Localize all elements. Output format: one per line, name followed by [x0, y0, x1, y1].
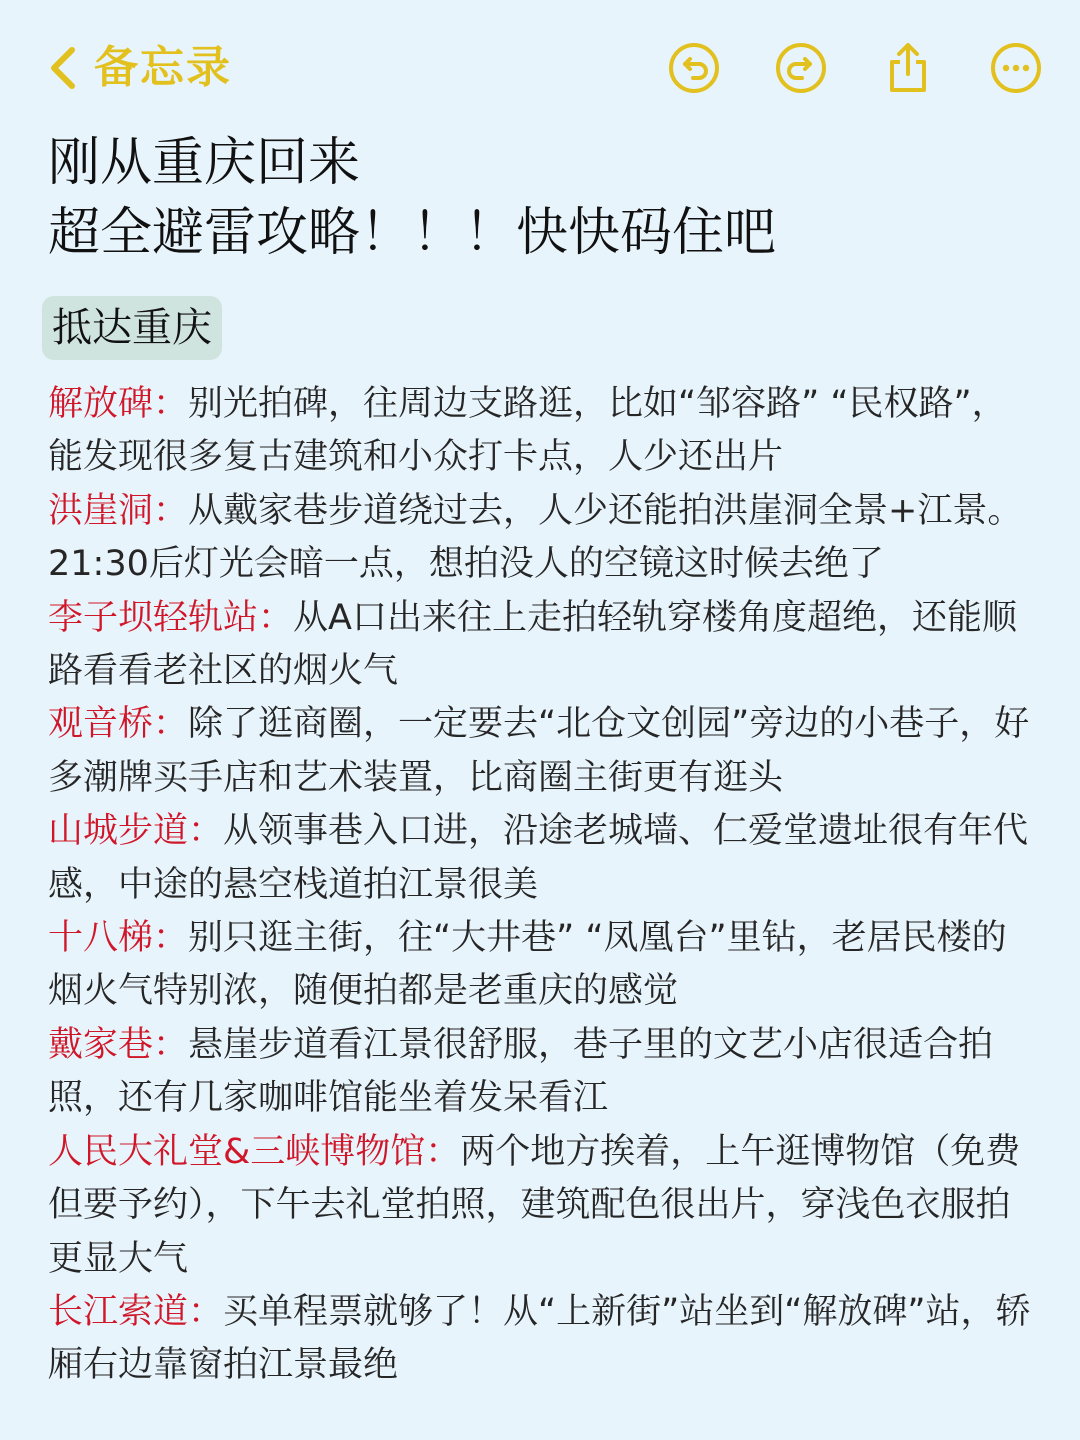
place-name: 观音桥： [48, 704, 189, 745]
list-item [48, 1286, 1038, 1393]
place-tip: 从戴家巷步道绕过去，人少还能拍洪崖洞全景+江景。21:30后灯光会暗一点，想拍没人的空镜这时候去绝了 [48, 490, 1023, 585]
place-tip: 买单程票就够了！从“上新街”站坐到“解放碑”站，轿厢右边靠窗拍江景最绝 [48, 1291, 1031, 1386]
place-tip: 悬崖步道看江景很舒服，巷子里的文艺小店很适合拍照，还有几家咖啡馆能坐着发呆看江 [48, 1024, 994, 1119]
section-heading: 抵达重庆 [42, 296, 222, 360]
place-name: 戴家巷： [48, 1024, 189, 1065]
list-item [48, 912, 1038, 1019]
list-item [48, 592, 1038, 699]
more-button[interactable] [988, 40, 1044, 96]
undo-button[interactable] [666, 40, 722, 96]
place-tip: 从领事巷入口进，沿途老城墙、仁爱堂遗址很有年代感，中途的悬空栈道拍江景很美 [48, 811, 1029, 905]
list-item [48, 1126, 1038, 1286]
place-tip: 别只逛主街，往“大井巷” “凤凰台”里钻，老居民楼的烟火气特别浓，随便拍都是老重庆的感觉 [48, 918, 1007, 1012]
top-toolbar [0, 0, 1080, 130]
redo-icon [773, 40, 829, 96]
place-name: 人民大礼堂&三峡博物馆： [48, 1131, 461, 1172]
back-button[interactable] [44, 40, 232, 96]
redo-button[interactable] [773, 40, 829, 96]
list-item [48, 805, 1038, 912]
back-label: 备忘录 [94, 42, 232, 93]
place-name: 山城步道： [48, 811, 224, 852]
list-item [48, 698, 1038, 805]
note-title[interactable] [48, 128, 1038, 268]
list-item [48, 378, 1038, 485]
place-name: 解放碑： [48, 384, 189, 424]
share-button[interactable] [880, 40, 936, 96]
note-title-line-2: 超全避雷攻略！！！快快码住吧 [48, 203, 777, 263]
place-name: 长江索道： [48, 1291, 224, 1332]
place-tip: 从A口出来往上走拍轻轨穿楼角度超绝，还能顺路看看老社区的烟火气 [48, 597, 1017, 692]
note-title-line-1: 刚从重庆回来 [48, 133, 361, 193]
more-icon [988, 40, 1044, 96]
place-tip: 别光拍碑，往周边支路逛，比如“邹容路” “民权路”，能发现很多复古建筑和小众打卡点，人少还出片 [48, 384, 1007, 478]
place-tip: 两个地方挨着，上午逛博物馆（免费但要予约），下午去礼堂拍照，建筑配色很出片，穿浅色衣服拍更显大气 [48, 1131, 1021, 1279]
back-chevron-icon [44, 42, 80, 94]
list-item [48, 485, 1038, 592]
place-name: 十八梯： [48, 918, 189, 959]
place-name: 洪崖洞： [48, 490, 189, 531]
share-icon [880, 40, 936, 96]
place-name: 李子坝轻轨站： [48, 597, 294, 638]
place-tip: 除了逛商圈，一定要去“北仓文创园”旁边的小巷子，好多潮牌买手店和艺术装置，比商圈主街更有逛头 [48, 704, 1030, 798]
undo-icon [666, 40, 722, 96]
note-body[interactable] [48, 378, 1038, 1393]
list-item [48, 1019, 1038, 1126]
